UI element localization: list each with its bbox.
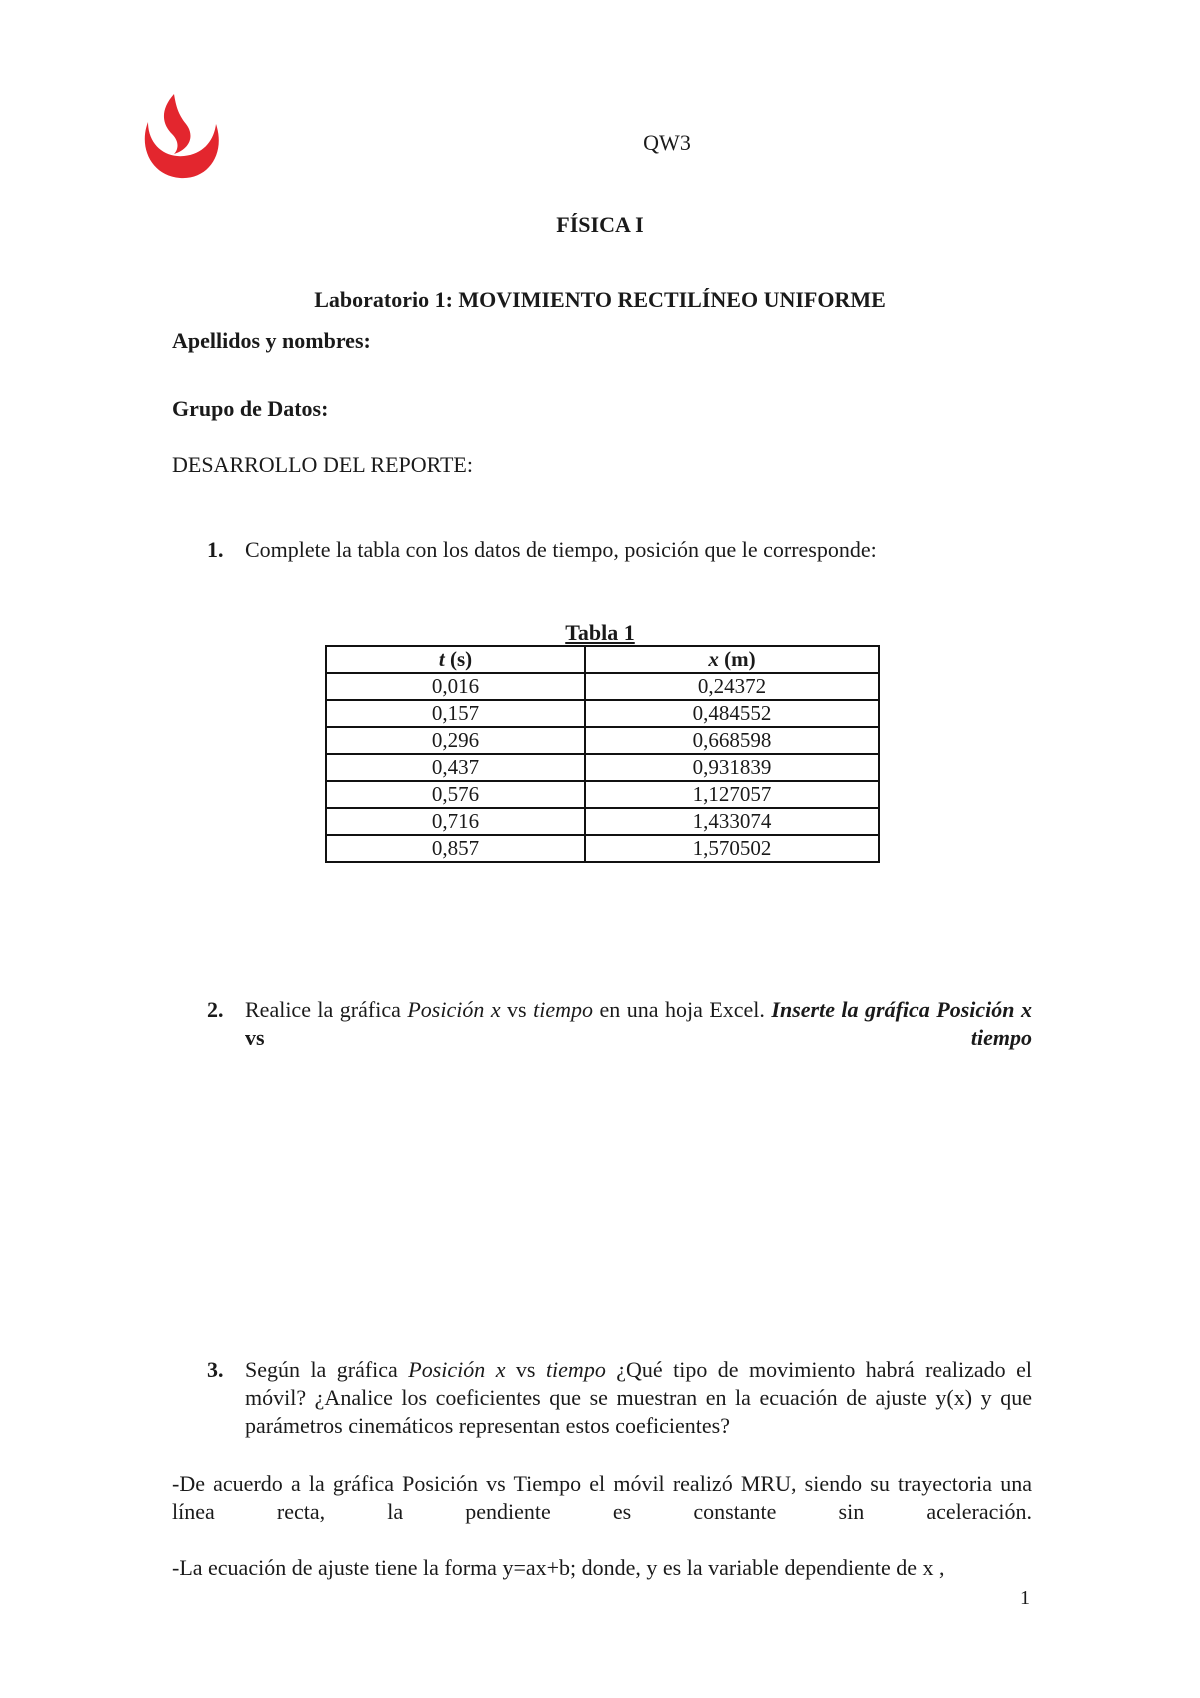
table-row xyxy=(326,727,879,754)
time-cell: 0,296 xyxy=(326,727,585,754)
q3-text: ¿Qué tipo de movimiento habrá realizado el móvil? ¿Analice los coeficientes que se muestran en la ecuación de ajuste y(x) y que parámetros cinemáticos representan estos coeficientes? xyxy=(245,1357,1033,1438)
page-number: 1 xyxy=(1020,1587,1030,1609)
table-row xyxy=(326,781,879,808)
q3-text: Según la gráfica xyxy=(245,1357,409,1382)
question-number: 3. xyxy=(207,1357,224,1382)
question-2 xyxy=(207,996,1032,1052)
table-row xyxy=(326,754,879,781)
q3-italic: Posición x xyxy=(408,1357,506,1382)
section-heading: DESARROLLO DEL REPORTE: xyxy=(172,452,473,477)
answer-paragraph-1: -De acuerdo a la gráfica Posición vs Tiempo el móvil realizó MRU, siendo su trayectoria una línea recta, la pendiente es constante sin aceleración. xyxy=(172,1471,1032,1524)
position-cell: 1,570502 xyxy=(585,835,879,862)
q2-text: en una hoja Excel. xyxy=(593,997,772,1022)
q2-text: Realice la gráfica xyxy=(245,997,408,1022)
question-number: 2. xyxy=(207,997,224,1022)
table-row xyxy=(326,808,879,835)
table-caption: Tabla 1 xyxy=(565,620,635,645)
q2-bold: vs xyxy=(245,1025,971,1050)
position-cell: 0,931839 xyxy=(585,754,879,781)
q3-italic: tiempo xyxy=(545,1357,606,1382)
course-title: FÍSICA I xyxy=(556,212,644,237)
question-3 xyxy=(207,1356,1033,1440)
q2-italic: tiempo xyxy=(533,997,593,1022)
q2-text: vs xyxy=(500,997,534,1022)
table-row xyxy=(326,673,879,700)
question-text: Complete la tabla con los datos de tiempo, posición que le corresponde: xyxy=(245,537,877,562)
time-cell: 0,576 xyxy=(326,781,585,808)
position-cell: 0,484552 xyxy=(585,700,879,727)
position-cell: 1,127057 xyxy=(585,781,879,808)
position-column-header: x (m) xyxy=(585,646,879,673)
position-cell: 0,668598 xyxy=(585,727,879,754)
group-label: Grupo de Datos: xyxy=(172,396,329,421)
q3-text: vs xyxy=(505,1357,546,1382)
time-cell: 0,716 xyxy=(326,808,585,835)
document-code: QW3 xyxy=(643,130,691,155)
time-cell: 0,857 xyxy=(326,835,585,862)
time-cell: 0,437 xyxy=(326,754,585,781)
data-table xyxy=(325,645,880,863)
time-column-header: t (s) xyxy=(326,646,585,673)
answer-paragraph-2: -La ecuación de ajuste tiene la forma y=ax+b; donde, y es la variable dependiente de x , xyxy=(172,1555,945,1580)
q2-bold-italic: tiempo xyxy=(970,1025,1032,1050)
question-1 xyxy=(207,536,1032,564)
table-row xyxy=(326,700,879,727)
question-number: 1. xyxy=(207,537,224,562)
lab-title: Laboratorio 1: MOVIMIENTO RECTILÍNEO UNIFORME xyxy=(314,287,886,312)
time-cell: 0,157 xyxy=(326,700,585,727)
names-label: Apellidos y nombres: xyxy=(172,328,371,353)
q2-italic: Posición x xyxy=(407,997,501,1022)
table-header-row xyxy=(326,646,879,673)
table-row xyxy=(326,835,879,862)
position-cell: 0,24372 xyxy=(585,673,879,700)
position-cell: 1,433074 xyxy=(585,808,879,835)
time-cell: 0,016 xyxy=(326,673,585,700)
q2-bold-italic: Inserte la gráfica Posición x xyxy=(771,997,1032,1022)
